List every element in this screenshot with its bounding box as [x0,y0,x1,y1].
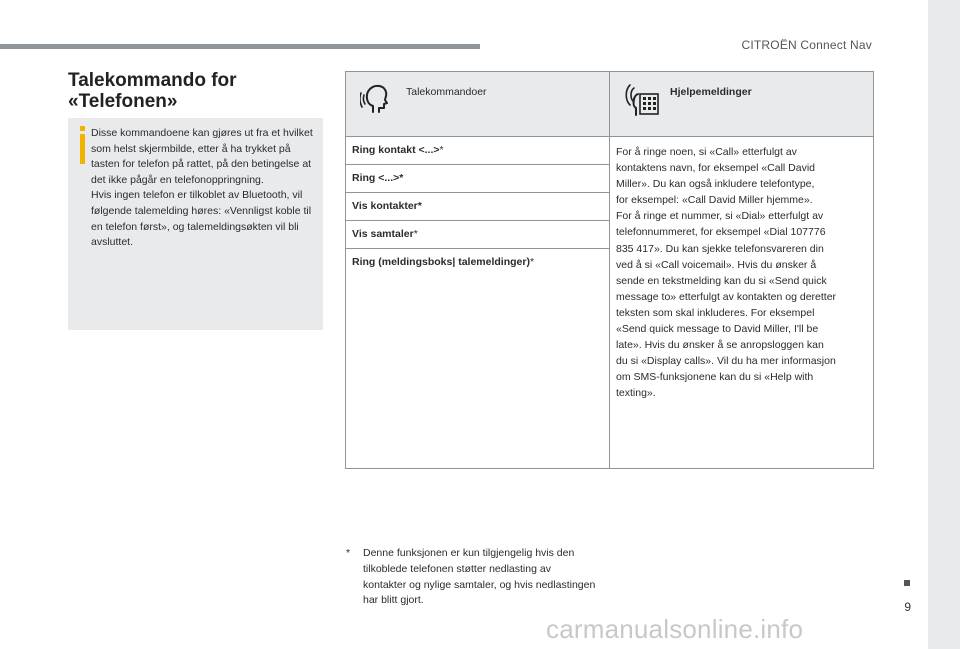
col-header-help: Hjelpemeldinger [670,86,752,98]
help-line: Miller». Du kan også inkludere telefontype, [616,178,815,191]
info-icon [78,126,88,166]
help-description-cell [610,137,874,469]
section-title-line1: Talekommando for [68,70,237,91]
watermark: carmanualsonline.info [546,614,804,644]
help-line: 835 417». Du kan sjekke telefonsvareren din [616,242,824,255]
section-title [68,70,237,112]
command-cell [346,137,610,165]
table-header-cell [610,72,874,137]
help-line: For å ringe noen, si «Call» etterfulgt av [616,146,797,158]
help-line: ved å si «Call voicemail». Hvis du ønsker å [616,258,817,271]
voice-command-table [345,71,874,469]
help-line: sende en tekstmelding kan du si «Send quick [616,274,827,287]
help-line: for eksempel: «Call David Miller hjemme». [616,194,813,207]
side-strip [928,0,960,649]
help-line: telefonnummeret, for eksempel «Dial 107776 [616,226,826,239]
voice-help-icon [624,82,662,118]
help-line: «Send quick message to David Miller, I'll be [616,323,819,336]
command-cell [346,193,610,221]
help-line: late». Hvis du ønsker å se anropsloggen kan [616,339,824,352]
header-rule [0,44,480,49]
command-cell [346,221,610,249]
footnote-star: * [439,144,444,156]
command-text: Ring <...>* [352,172,404,184]
info-paragraph: Hvis ingen telefon er tilkoblet av Bluetooth, vil følgende talemelding høres: «Vennligst koble til en telefon først», og talemeldingsøkten vil bli avsluttet. [91,189,312,249]
command-cell [346,249,610,469]
info-paragraph: Disse kommandoene kan gjøres ut fra et hvilket som helst skjermbilde, etter å ha trykket på tasten for telefon på rattet, på den betingelse at det ikke pågår en telefonoppringning. [91,127,313,186]
col-header-commands: Talekommandoer [406,86,487,98]
command-text: Ring (meldingsboks| talemeldinger) [352,256,530,268]
help-line: For å ringe et nummer, si «Dial» etterfulgt av [616,210,824,223]
command-cell [346,165,610,193]
help-line: kontaktens navn, for eksempel «Call David [616,162,816,175]
voice-command-icon [360,82,394,116]
page-end-marker [904,580,910,586]
help-line: message to» etterfulgt av kontakten og deretter [616,290,837,303]
command-text: Vis kontakter* [352,200,422,212]
help-line: du si «Display calls». Vil du ha mer informasjon [616,355,836,368]
help-line: texting». [616,387,656,400]
section-title-line2: «Telefonen» [68,91,178,112]
brand-label: CITROËN Connect Nav [741,38,872,52]
help-line: teksten som skal inkluderes. For eksempel [616,306,815,319]
command-text: Vis samtaler [352,228,414,240]
command-text: Ring kontakt <...> [352,144,440,156]
table-header-cell [346,72,610,137]
info-text [91,126,317,251]
footnote-star: * [529,256,535,268]
info-box [68,118,323,330]
footnote-mark: * [346,547,351,559]
footnote [346,546,596,609]
table-row [346,137,874,165]
footnote-star: * [413,228,418,240]
footnote-text: Denne funksjonen er kun tilgjengelig hvis den tilkoblede telefonen støtter nedlasting av kontakter og nylige samtaler, og hvis nedlastingen har blitt gjort. [363,547,596,607]
help-line: om SMS-funksjonene kan du si «Help with [616,371,814,384]
table-header-row [346,72,874,137]
page-number: 9 [904,600,911,614]
